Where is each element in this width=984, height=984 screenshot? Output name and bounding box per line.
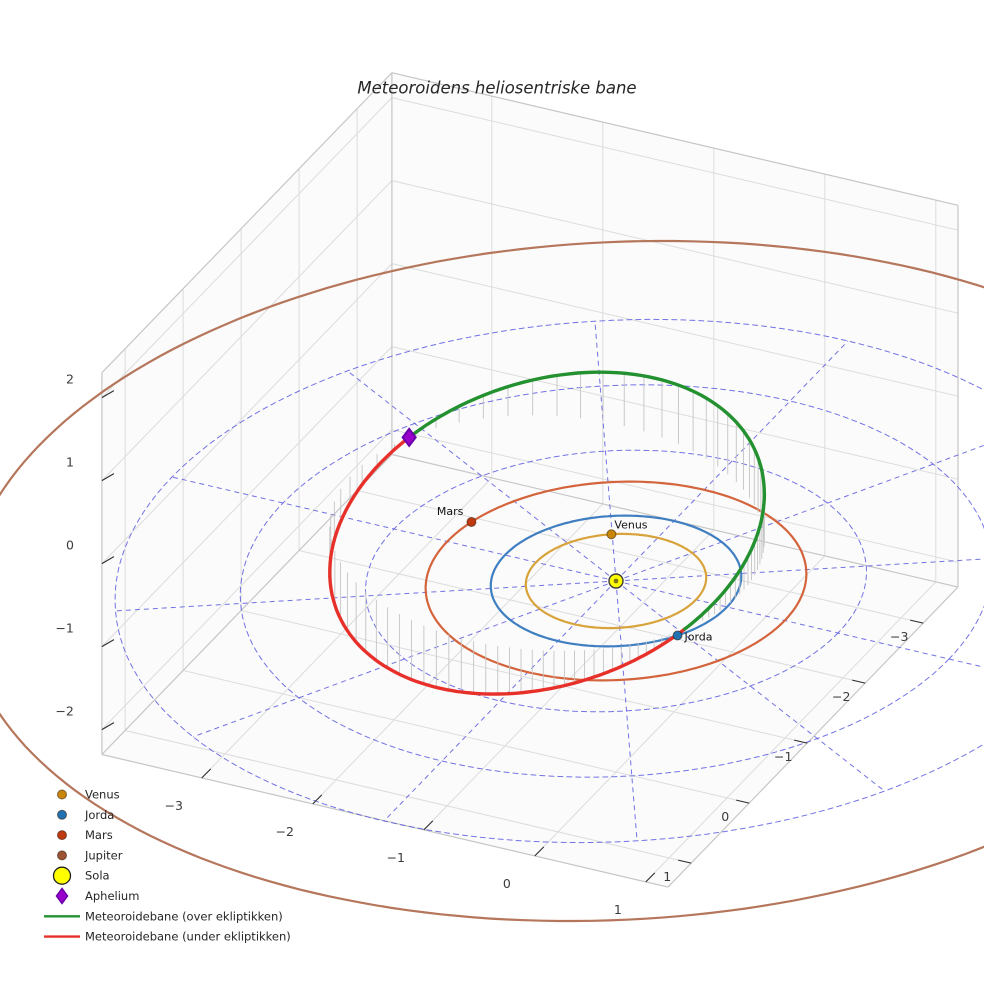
legend-label-jorda: Jorda — [85, 807, 115, 822]
y-tick-label: 1 — [663, 869, 672, 885]
legend-label-meteoroidebane-over-ekliptikken: Meteoroidebane (over ekliptikken) — [85, 909, 283, 924]
z-tick-label: 2 — [65, 371, 74, 387]
legend-label-sola: Sola — [85, 868, 110, 883]
legend-marker-jupiter-icon — [58, 851, 67, 860]
y-tick-label: −2 — [831, 689, 851, 705]
x-tick-label: 1 — [613, 901, 622, 917]
legend-item-jupiter — [58, 848, 123, 862]
planet-label-mars: Mars — [436, 504, 464, 518]
legend-marker-jorda-icon — [58, 810, 67, 819]
planet-label-venus: Venus — [614, 518, 648, 532]
legend-item-sola — [54, 867, 110, 884]
planet-label-jorda: Jorda — [684, 630, 713, 644]
sun-marker — [609, 574, 623, 588]
legend-marker-mars-icon — [58, 831, 67, 840]
x-tick-label: −2 — [275, 823, 295, 839]
legend-label-venus: Venus — [85, 787, 120, 802]
legend-item-meteoroidebane-over-ekliptikken — [44, 909, 283, 923]
legend-label-jupiter: Jupiter — [85, 848, 123, 863]
legend-label-meteoroidebane-under-ekliptikken: Meteoroidebane (under ekliptikken) — [85, 929, 291, 944]
legend-marker-aphelium-icon — [57, 889, 68, 904]
legend-label-mars: Mars — [85, 828, 113, 843]
plot-box-panes — [102, 73, 958, 887]
x-tick-label: 0 — [502, 875, 511, 891]
chart-title: Meteoroidens heliosentriske bane — [357, 78, 637, 98]
z-tick-label: 0 — [65, 537, 74, 553]
legend-item-jorda — [58, 808, 115, 822]
x-tick-label: −1 — [386, 849, 406, 865]
z-tick-label: −1 — [55, 620, 74, 636]
legend-label-aphelium: Aphelium — [85, 889, 140, 903]
y-tick-label: −3 — [889, 629, 909, 645]
y-tick-label: 0 — [721, 809, 730, 825]
legend-item-mars — [58, 828, 113, 842]
x-tick-label: −3 — [164, 797, 184, 813]
legend-item-aphelium — [57, 889, 140, 904]
legend-marker-venus-icon — [58, 790, 67, 799]
legend-marker-sola-icon — [54, 867, 71, 884]
legend-item-venus — [58, 788, 120, 802]
z-tick-label: 1 — [65, 454, 74, 470]
legend-item-meteoroidebane-under-ekliptikken — [44, 930, 291, 944]
z-tick-label: −2 — [55, 703, 74, 719]
y-tick-label: −1 — [773, 749, 793, 765]
